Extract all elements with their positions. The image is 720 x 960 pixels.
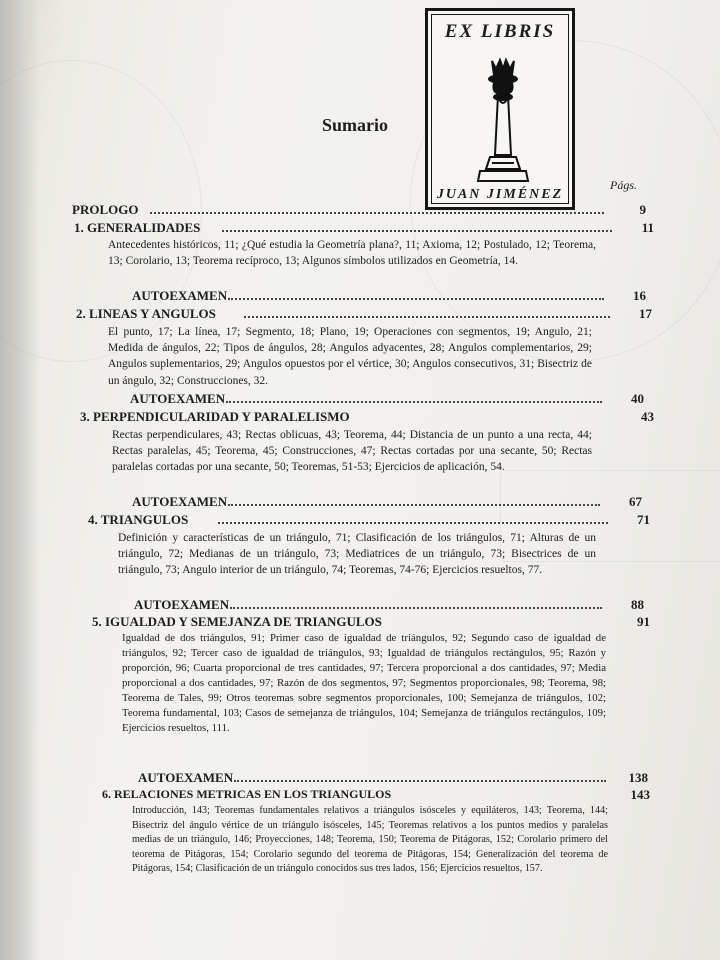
toc-entry-label: AUTOEXAMEN [130, 391, 226, 406]
leader-dots [234, 780, 606, 782]
leader-dots [228, 298, 604, 300]
toc-entry-label: PROLOGO [72, 202, 139, 217]
toc-autoexamen-4 [134, 597, 652, 613]
toc-entry-page: 88 [631, 597, 644, 612]
toc-chapter-3-topics: Rectas perpendiculares, 43; Rectas oblicuas, 43; Teorema, 44; Distancia de un punto a una recta, 44; Rectas paralelas, 45; Teorema, 45; Construcciones, 47; Rectas cortadas por una secante, 50; Rectas paralelas cortadas por una secante, 50; Teoremas, 51-53; Ejercicios de aplicación, 54. [112, 429, 592, 474]
toc-entry-label: AUTOEXAMEN [134, 597, 230, 612]
toc-entry-page: 91 [637, 614, 650, 629]
toc-autoexamen-2 [130, 391, 648, 407]
ex-libris-bookplate [425, 8, 575, 210]
toc-entry-label: 1. GENERALIDADES [74, 220, 201, 235]
leader-dots [244, 316, 610, 318]
leader-dots [222, 230, 612, 232]
toc-entry-label: 5. IGUALDAD Y SEMEJANZA DE TRIANGULOS [92, 614, 382, 629]
toc-entry-prologo [72, 202, 650, 218]
toc-chapter-1 [74, 220, 652, 236]
toc-chapter-4 [88, 512, 654, 528]
toc-entry-page: 11 [641, 220, 654, 235]
leader-dots [228, 504, 600, 506]
toc-chapter-6 [102, 787, 652, 803]
toc-chapter-2 [76, 306, 654, 322]
toc-entry-page: 43 [641, 409, 654, 424]
toc-entry-page: 17 [639, 306, 652, 321]
toc-chapter-5-topics: Igualdad de dos triángulos, 91; Primer caso de igualdad de triángulos, 92; Segundo caso de igualdad de triángulos, 92; Tercer caso de igualdad de triángulos, 93; Igualdad de triángulos rectángulos, 95; Razón y proporción, 96; Cuarta proporcional de tres cantidades, 97; Tercera proporcional a dos cantidades, 97; Media proporcional a dos cantidades, 97; Razón de dos segmentos, 97; Segmentos proporcionales, 98; Teorema, 98; Teorema de Tales, 99; Otros teoremas sobre segmentos proporcionales, 100; Semejanza de triángulos, 102; Teorema fundamental, 103; Casos de semejanza de triángulos, 104; Semejanza de triángulos rectángulos, 109; Ejercicios resueltos, 111. [122, 632, 606, 734]
toc-entry-page: 16 [633, 288, 646, 303]
toc-entry-page: 67 [629, 494, 642, 509]
toc-entry-label: AUTOEXAMEN [132, 494, 228, 509]
page-title: Sumario [321, 115, 388, 135]
toc-chapter-3 [80, 409, 658, 425]
bookplate-owner-name: JUAN JIMÉNEZ [436, 187, 564, 202]
toc-chapter-2-topics: El punto, 17; La línea, 17; Segmento, 18; Plano, 19; Operaciones con segmentos, 19; Angulo, 21; Medida de ángulos, 22; Tipos de ángulos, 28; Angulos adyacentes, 28; Angulos complementarios, 29; Angulos suplementarios, 29; Angulos opuestos por el vértice, 30; Angulos consecutivos, 31; Bisectriz de un ángulo, 32; Construcciones, 32. [108, 326, 592, 387]
toc-entry-label: 4. TRIANGULOS [88, 512, 189, 527]
leader-dots [218, 522, 608, 524]
toc-entry-label: 2. LINEAS Y ANGULOS [76, 306, 216, 321]
toc-entry-page: 138 [628, 770, 648, 785]
leader-dots [230, 607, 602, 609]
toc-chapter-4-topics: Definición y características de un triángulo, 71; Clasificación de los triángulos, 71; Alturas de un triángulo, 72; Medianas de un triángulo, 73; Mediatrices de un triángulo, 73; Bisectrices de un triángulo, 73; Angulo interior de un triángulo, 74; Teoremas, 74-76; Ejercicios resueltos, 77. [118, 532, 596, 577]
pages-column-header: Págs. [610, 178, 637, 192]
toc-entry-page: 40 [631, 391, 644, 406]
leader-dots [150, 212, 604, 214]
toc-autoexamen-1 [132, 288, 650, 304]
toc-entry-page: 143 [630, 787, 650, 802]
toc-entry-label: AUTOEXAMEN [132, 288, 228, 303]
toc-chapter-1-topics: Antecedentes históricos, 11; ¿Qué estudia la Geometría plana?, 11; Axioma, 12; Postulado, 12; Teorema, 13; Corolario, 13; Teorema recíproco, 13; Algunos símbolos utilizados en Geometría, 14. [108, 239, 596, 268]
toc-autoexamen-5 [138, 770, 656, 786]
toc-chapter-5 [92, 614, 652, 630]
toc-entry-page: 9 [639, 202, 646, 217]
toc-entry-label: AUTOEXAMEN [138, 770, 234, 785]
chess-queen-icon [470, 57, 536, 185]
bookplate-top-text: EX LIBRIS [444, 21, 556, 42]
toc-autoexamen-3 [132, 494, 650, 510]
toc-entry-page: 71 [637, 512, 650, 527]
leader-dots [226, 401, 602, 403]
toc-chapter-6-topics: Introducción, 143; Teoremas fundamentales relativos a triángulos isósceles y equiláteros, 143; Teorema, 144; Bisectriz del ángulo vértice de un triángulo isósceles, 145; Teoremas relativos a los puntos medios y paralelas medias de un triángulo, 146; Proyecciones, 148; Teorema, 150; Teorema de Pitágoras, 152; Corolario primero del teorema de Pitágoras, 154; Corolario segundo del teorema de Pitágoras, 154; Generalización del teorema de Pitágoras, 154; Clasificación de un triángulo conocidos sus tres lados, 156; Ejercicios resueltos, 157. [132, 805, 608, 875]
toc-entry-label: 6. RELACIONES METRICAS EN LOS TRIANGULOS [102, 787, 392, 801]
toc-entry-label: 3. PERPENDICULARIDAD Y PARALELISMO [80, 409, 350, 424]
